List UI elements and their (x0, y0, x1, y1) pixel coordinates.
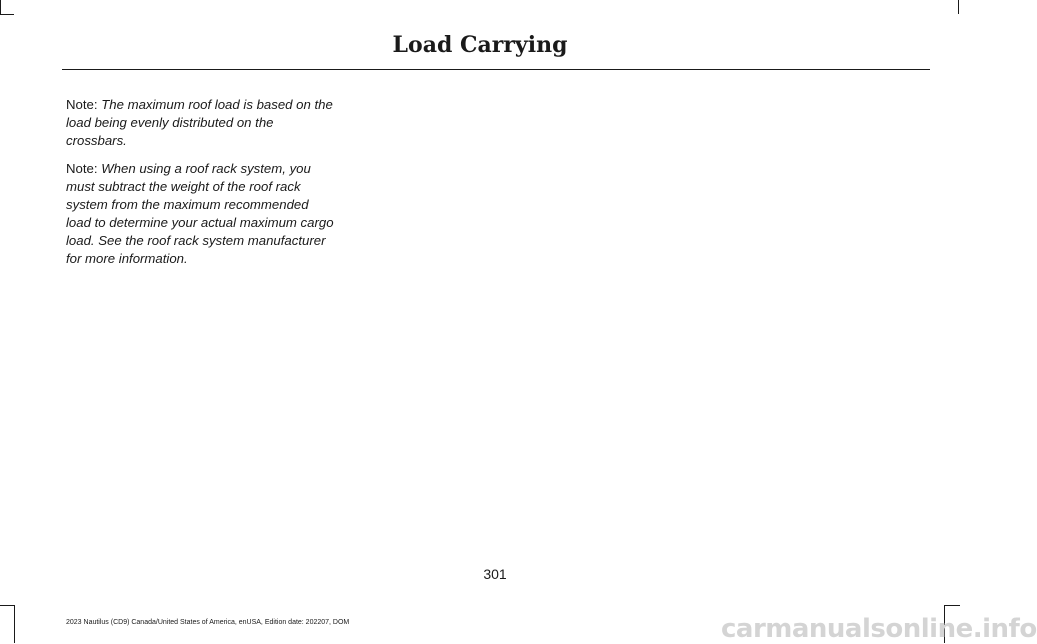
note-paragraph (66, 160, 336, 268)
note-label: Note: (66, 161, 98, 176)
note-paragraph (66, 96, 336, 150)
watermark-logo: carmanualsonline.info (721, 614, 1037, 644)
note-text: When using a roof rack system, you must subtract the weight of the roof rack system from the maximum recommended load to determine your actual maximum cargo load. See the roof rack system manufacturer for more information. (66, 161, 334, 266)
crop-mark-bottom-left-horizontal (0, 605, 14, 606)
page-number: 301 (483, 566, 507, 582)
header-divider (62, 69, 930, 70)
edition-footer: 2023 Nautilus (CD9) Canada/United States of America, enUSA, Edition date: 202207, DOM (66, 619, 350, 626)
note-label: Note: (66, 97, 98, 112)
crop-mark-bottom-right-horizontal (944, 605, 960, 606)
note-text: The maximum roof load is based on the load being evenly distributed on the crossbars. (66, 97, 333, 148)
text-column-left (66, 96, 336, 278)
section-title: Load Carrying (392, 32, 568, 58)
crop-mark-bottom-left-vertical (14, 605, 15, 643)
crop-mark-top-right-vertical (958, 0, 959, 14)
crop-mark-top-left-vertical (0, 0, 1, 14)
crop-mark-top-left-horizontal (0, 14, 14, 15)
